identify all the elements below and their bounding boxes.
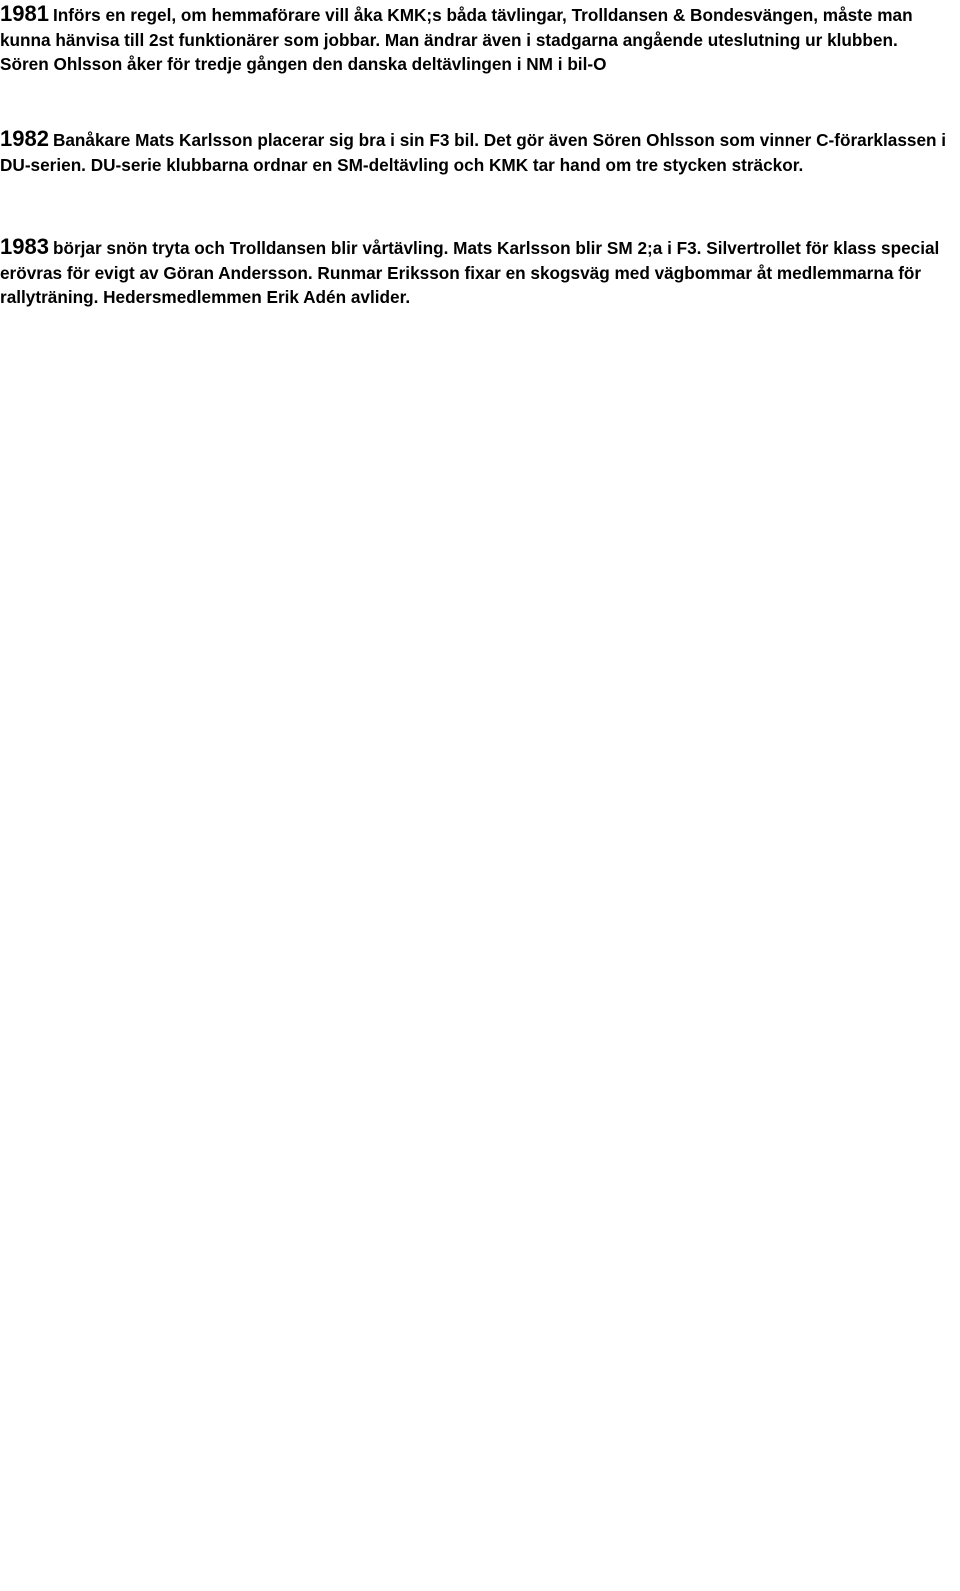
entry-1982 — [0, 127, 950, 177]
year-1983: 1983 — [0, 234, 49, 259]
entry-1983 — [0, 235, 950, 310]
entry-text-1981: Införs en regel, om hemmaförare vill åka KMK;s båda tävlingar, Trolldansen & Bondesvängen, måste man kunna hänvisa till 2st funktionärer som jobbar. Man ändrar även i stadgarna angående uteslutning ur klubben. Sören Ohlsson åker för tredje gången den danska deltävlingen i NM i bil-O — [0, 5, 913, 74]
entry-text-1982: Banåkare Mats Karlsson placerar sig bra i sin F3 bil. Det gör även Sören Ohlsson som vinner C-förarklassen i DU-serien. DU-serie klubbarna ordnar en SM-deltävling och KMK tar hand om tre stycken sträckor. — [0, 130, 947, 175]
entry-text-1983: börjar snön tryta och Trolldansen blir vårtävling. Mats Karlsson blir SM 2;a i F3. Silvertrollet för klass special erövras för evigt av Göran Andersson. Runmar Eriksson fixar en skogsväg med vägbommar åt medlemmarna för rallyträning. Hedersmedlemmen Erik Adén avlider. — [0, 238, 940, 307]
entry-1981 — [0, 2, 950, 77]
year-1982: 1982 — [0, 126, 49, 151]
year-1981: 1981 — [0, 1, 49, 26]
